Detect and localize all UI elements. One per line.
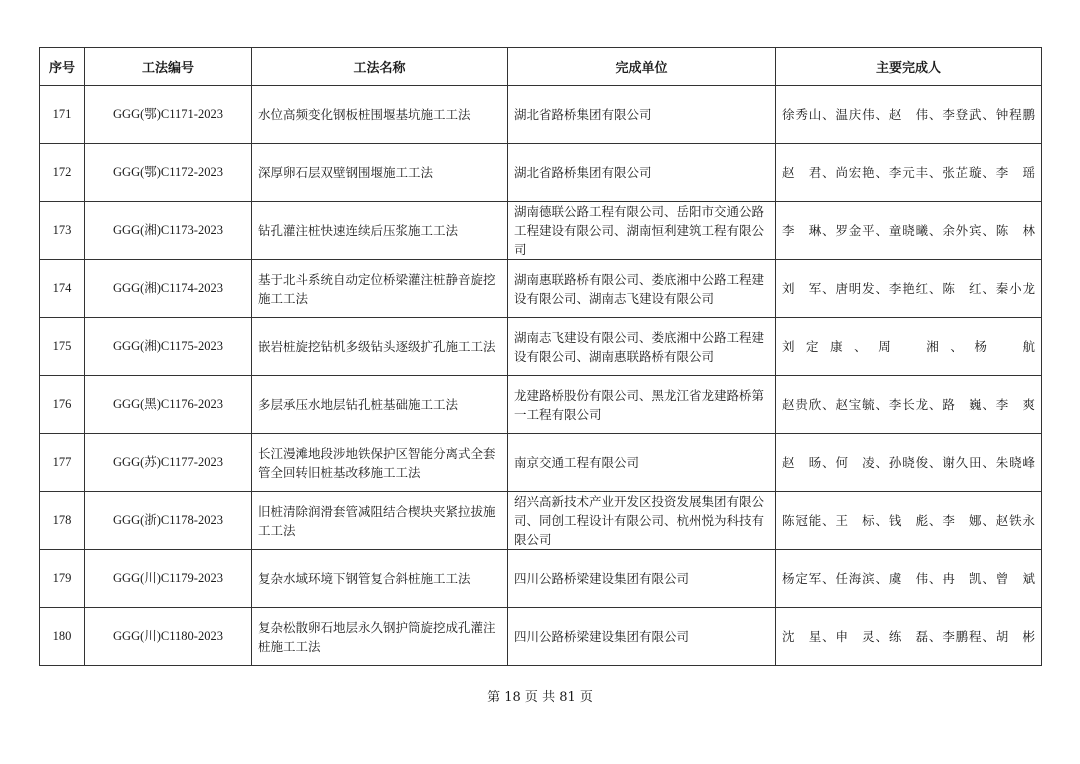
- row-method-name: 嵌岩桩旋挖钻机多级钻头逐级扩孔施工工法: [252, 318, 508, 376]
- row-no: 171: [40, 86, 85, 144]
- row-people: 刘 军、唐明发、李艳红、陈 红、秦小龙: [776, 260, 1042, 318]
- row-no: 175: [40, 318, 85, 376]
- table-row: [40, 550, 1042, 608]
- header-name: 工法名称: [252, 48, 508, 86]
- row-method-name: 深厚卵石层双壁钢围堰施工工法: [252, 144, 508, 202]
- row-method-name: 基于北斗系统自动定位桥梁灌注桩静音旋挖施工工法: [252, 260, 508, 318]
- row-no: 173: [40, 202, 85, 260]
- table-row: [40, 202, 1042, 260]
- row-code: GGG(川)C1179-2023: [85, 550, 252, 608]
- row-people: 徐秀山、温庆伟、赵 伟、李登武、钟程鹏: [776, 86, 1042, 144]
- row-unit: 湖北省路桥集团有限公司: [508, 144, 776, 202]
- row-unit: 南京交通工程有限公司: [508, 434, 776, 492]
- row-people: 杨定军、任海滨、虞 伟、冉 凯、曾 斌: [776, 550, 1042, 608]
- row-people: 赵 旸、何 凌、孙晓俊、谢久田、朱晓峰: [776, 434, 1042, 492]
- table-row: [40, 608, 1042, 666]
- row-method-name: 水位高频变化钢板桩围堰基坑施工工法: [252, 86, 508, 144]
- row-no: 179: [40, 550, 85, 608]
- row-method-name: 复杂水域环境下钢管复合斜桩施工工法: [252, 550, 508, 608]
- row-people: 李 琳、罗金平、童晓曦、余外宾、陈 林: [776, 202, 1042, 260]
- page-footer: 第 18 页 共 81 页: [487, 690, 593, 705]
- row-no: 174: [40, 260, 85, 318]
- header-people: 主要完成人: [776, 48, 1042, 86]
- row-no: 180: [40, 608, 85, 666]
- row-unit: 四川公路桥梁建设集团有限公司: [508, 550, 776, 608]
- row-no: 172: [40, 144, 85, 202]
- row-people: 沈 星、申 灵、练 磊、李鹏程、胡 彬: [776, 608, 1042, 666]
- row-method-name: 多层承压水地层钻孔桩基础施工工法: [252, 376, 508, 434]
- row-code: GGG(苏)C1177-2023: [85, 434, 252, 492]
- row-code: GGG(鄂)C1172-2023: [85, 144, 252, 202]
- table-row: [40, 144, 1042, 202]
- row-method-name: 长江漫滩地段涉地铁保护区智能分离式全套管全回转旧桩基改移施工工法: [252, 434, 508, 492]
- row-code: GGG(浙)C1178-2023: [85, 492, 252, 550]
- row-unit: 四川公路桥梁建设集团有限公司: [508, 608, 776, 666]
- row-code: GGG(湘)C1175-2023: [85, 318, 252, 376]
- table-row: [40, 86, 1042, 144]
- header-unit: 完成单位: [508, 48, 776, 86]
- row-method-name: 复杂松散卵石地层永久钢护筒旋挖成孔灌注桩施工工法: [252, 608, 508, 666]
- method-table: [39, 47, 1042, 666]
- row-method-name: 钻孔灌注桩快速连续后压浆施工工法: [252, 202, 508, 260]
- table-row: [40, 492, 1042, 550]
- table-row: [40, 434, 1042, 492]
- table-row: [40, 260, 1042, 318]
- row-no: 178: [40, 492, 85, 550]
- row-people: 赵 君、尚宏艳、李元丰、张芷璇、李 瑶: [776, 144, 1042, 202]
- row-no: 177: [40, 434, 85, 492]
- header-code: 工法编号: [85, 48, 252, 86]
- row-unit: 绍兴高新技术产业开发区投资发展集团有限公司、同创工程设计有限公司、杭州悦为科技有限公司: [508, 492, 776, 550]
- row-no: 176: [40, 376, 85, 434]
- row-code: GGG(鄂)C1171-2023: [85, 86, 252, 144]
- row-unit: 湖北省路桥集团有限公司: [508, 86, 776, 144]
- row-code: GGG(川)C1180-2023: [85, 608, 252, 666]
- row-unit: 龙建路桥股份有限公司、黑龙江省龙建路桥第一工程有限公司: [508, 376, 776, 434]
- row-code: GGG(湘)C1173-2023: [85, 202, 252, 260]
- row-unit: 湖南惠联路桥有限公司、娄底湘中公路工程建设有限公司、湖南志飞建设有限公司: [508, 260, 776, 318]
- row-code: GGG(黑)C1176-2023: [85, 376, 252, 434]
- header-row: [40, 48, 1042, 86]
- table-row: [40, 376, 1042, 434]
- row-code: GGG(湘)C1174-2023: [85, 260, 252, 318]
- table-row: [40, 318, 1042, 376]
- row-people: 赵贵欣、赵宝毓、李长龙、路 巍、李 爽: [776, 376, 1042, 434]
- row-people: 陈冠能、王 标、钱 彪、李 娜、赵铁永: [776, 492, 1042, 550]
- row-unit: 湖南志飞建设有限公司、娄底湘中公路工程建设有限公司、湖南惠联路桥有限公司: [508, 318, 776, 376]
- row-unit: 湖南德联公路工程有限公司、岳阳市交通公路工程建设有限公司、湖南恒利建筑工程有限公司: [508, 202, 776, 260]
- row-method-name: 旧桩清除润滑套管减阻结合楔块夹紧拉拔施工工法: [252, 492, 508, 550]
- header-no: 序号: [40, 48, 85, 86]
- row-people: 刘定康、周 湘、杨 航: [776, 318, 1042, 376]
